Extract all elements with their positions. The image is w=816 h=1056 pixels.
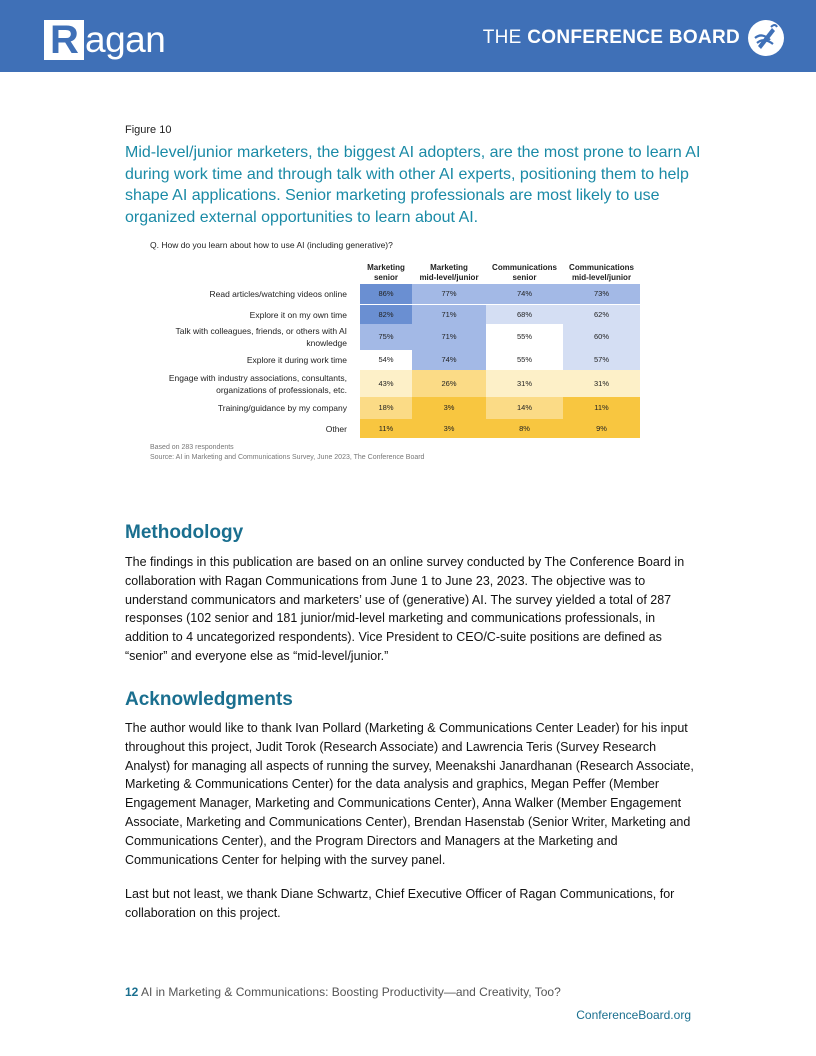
chart-question: Q. How do you learn about how to use AI (including generative)? [150, 240, 393, 250]
row-label: Other [325, 423, 347, 434]
torch-emblem-icon [746, 18, 786, 58]
heatmap-cell: 77% [412, 284, 486, 304]
row-label: Training/guidance by my company [217, 403, 347, 413]
heatmap-cell: 74% [486, 284, 563, 304]
heatmap-cell: 3% [412, 419, 486, 438]
acknowledgments-heading: Acknowledgments [125, 689, 293, 710]
row-label: Engage with industry associations, consultants, organizations of professionals, etc. [168, 372, 347, 395]
heatmap-cell: 73% [563, 284, 640, 304]
heatmap-cell: 62% [563, 305, 640, 324]
page-number: 12 [125, 985, 139, 999]
conference-board-wordmark [483, 27, 740, 49]
column-header: Communications mid-level/junior [569, 263, 634, 282]
heatmap-cell: 31% [486, 370, 563, 397]
figure-label: Figure 10 [125, 124, 172, 136]
acknowledgments-paragraph: The author would like to thank Ivan Pollard (Marketing & Communications Center Leader) for his input throughout this project, Judit Torok (Research Associate) and Lawrencia Teris (Survey Research Analyst) for managing all aspects of running the survey, Meenakshi Janardhanan (Research Associate, Marketing & Communications Center) for the data analysis and graphics, Megan Peffer (Member Engagement Manager, Marketing and Communications Center), Anna Walker (Member Engagement Associate, Marketing and Communications Center), Brendan Hasenstab (Senior Writer, Marketing and Communications Center), and the Program Directors and Managers at the Marketing and Communications Center for helping with the survey panel. [125, 721, 694, 867]
heatmap-cell: 11% [360, 419, 412, 438]
heatmap-cell: 86% [360, 284, 412, 304]
heatmap-cell: 71% [412, 324, 486, 350]
header-banner [0, 0, 816, 72]
conference-board-name: CONFERENCE BOARD [527, 27, 740, 48]
publication-title: AI in Marketing & Communications: Boosting Productivity—and Creativity, Too? [141, 985, 561, 999]
heatmap-cell: 14% [486, 397, 563, 419]
heatmap-cell: 55% [486, 350, 563, 370]
chart-note-source: Source: AI in Marketing and Communications Survey, June 2023, The Conference Board [150, 454, 425, 461]
ragan-logo-text: agan [85, 19, 166, 60]
heatmap-cell: 54% [360, 350, 412, 370]
row-label: Explore it during work time [246, 355, 347, 365]
heatmap-table-chart [140, 238, 660, 468]
chart-note-respondents: Based on 283 respondents [150, 444, 234, 451]
heatmap-cell: 11% [563, 397, 640, 419]
methodology-paragraph: The findings in this publication are based on an online survey conducted by The Conference Board in collaboration with Ragan Communications from June 1 to June 23, 2023. The objective was to understand communicators and marketers’ use of (generative) AI. The survey yielded a total of 287 responses (102 senior and 181 junior/mid-level marketing and communications professionals, in addition to 4 uncategorized respondents). Vice President to CEO/C-suite positions are defined as “senior” and everyone else as “mid-level/junior.” [125, 555, 685, 663]
heatmap-cell: 60% [563, 324, 640, 350]
heatmap-cell: 74% [412, 350, 486, 370]
heatmap-cell: 71% [412, 305, 486, 324]
heatmap-cell: 8% [486, 419, 563, 438]
heatmap-cell: 26% [412, 370, 486, 397]
ragan-logo-initial: R [50, 18, 79, 62]
heatmap-cell: 57% [563, 350, 640, 370]
heatmap-cell: 75% [360, 324, 412, 350]
ragan-logo-box [44, 20, 84, 60]
heatmap-cell: 55% [486, 324, 563, 350]
figure-title: Mid-level/junior marketers, the biggest AI adopters, are the most prone to learn AI during work time and through talk with other AI experts, positioning them to help shape AI applications. Senior marketing professionals are most likely to use organized external opportunities to learn about AI. [125, 144, 701, 226]
heatmap-cell: 18% [360, 397, 412, 419]
column-header: Marketing mid-level/junior [419, 263, 479, 282]
column-header: Communications senior [492, 263, 557, 282]
methodology-heading: Methodology [125, 522, 244, 543]
heatmap-cell: 3% [412, 397, 486, 419]
ragan-logo[interactable] [44, 14, 165, 60]
website-link[interactable]: ConferenceBoard.org [576, 1008, 691, 1022]
column-header: Marketing senior [367, 263, 405, 282]
row-label: Explore it on my own time [249, 309, 347, 320]
conference-board-logo[interactable] [483, 18, 786, 58]
acknowledgments-closing-paragraph: Last but not least, we thank Diane Schwartz, Chief Executive Officer of Ragan Communications, for collaboration on this project. [125, 887, 675, 920]
heatmap-cell: 31% [563, 370, 640, 397]
row-label: Read articles/watching videos online [209, 289, 347, 299]
heatmap-cell: 9% [563, 419, 640, 438]
conference-board-the: THE [482, 27, 528, 48]
heatmap-cell: 43% [360, 370, 412, 397]
heatmap-cell: 68% [486, 305, 563, 324]
row-label: Talk with colleagues, friends, or others with AI knowledge [175, 326, 347, 348]
page-footer [125, 985, 561, 999]
heatmap-cell: 82% [360, 305, 412, 324]
